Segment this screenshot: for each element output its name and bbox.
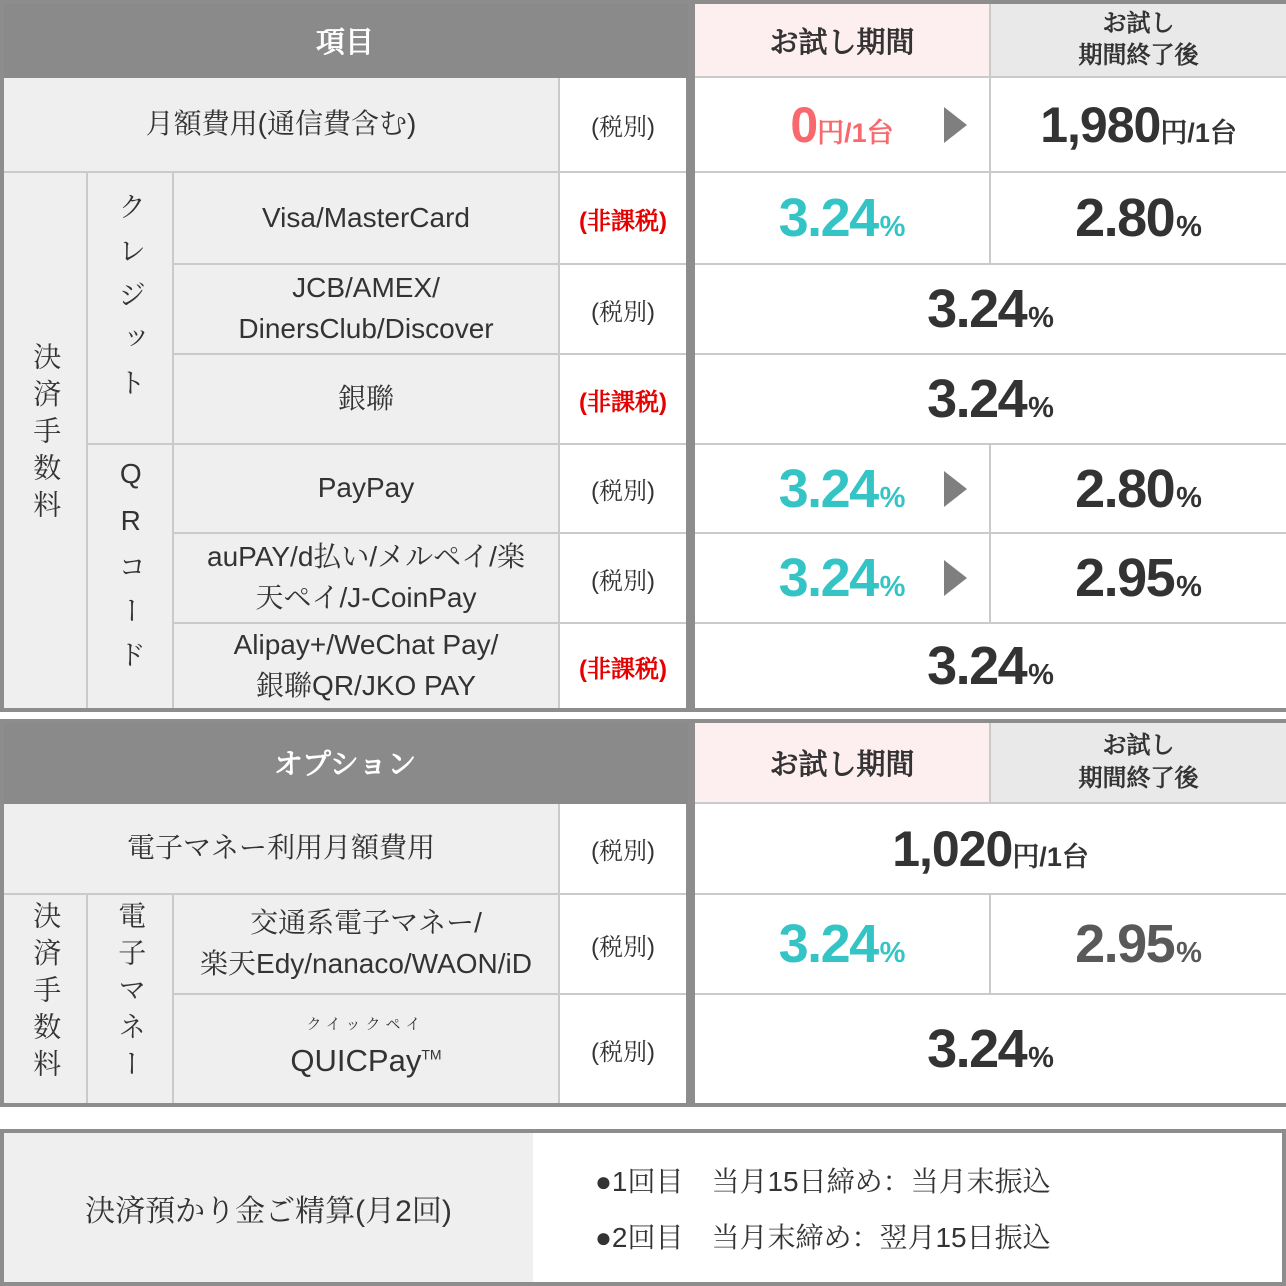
item-ginren: 銀聯 [173,354,559,444]
header-trial-period: お試し期間 [694,721,990,803]
header-options-column: オプション [2,721,687,803]
settlement-line-1: ●1回目 当月15日締め：当月末振込 [595,1165,1051,1197]
settlement-label: 決済預かり金ご精算(月2回) [4,1133,533,1282]
paypay-trial-rate: 3.24% [694,444,990,533]
item-alipay-group: Alipay+/WeChat Pay/ 銀聯QR/JKO PAY [173,623,559,710]
row-jcb-amex [2,264,1286,354]
settlement-section [0,1129,1286,1286]
header-after-trial: お試し 期間終了後 [990,2,1286,77]
column-divider [687,2,694,710]
item-paypay: PayPay [173,444,559,533]
transit-tax-note: (税別) [559,894,687,994]
header-item-column: 項目 [2,2,687,77]
row-emoney-monthly-fee [2,803,1286,894]
paypay-tax-note: (税別) [559,444,687,533]
monthly-fee-after-value: 1,980円/1台 [990,77,1286,172]
transition-arrow-icon [944,107,967,143]
visa-tax-note: (非課税) [559,172,687,264]
transit-trial-rate: 3.24% [694,894,990,994]
visa-after-rate: 2.80% [990,172,1286,264]
transit-after-rate: 2.95% [990,894,1286,994]
row-quicpay [2,994,1286,1105]
transition-arrow-icon [944,560,967,596]
fee-group-label: 決済手数料 [2,172,87,710]
jcb-tax-note: (税別) [559,264,687,354]
row-paypay [2,444,1286,533]
row-ginren [2,354,1286,444]
settlement-line-2: ●2回目 当月末締め：翌月15日振込 [595,1221,1051,1253]
item-transit-emoney: 交通系電子マネー/ 楽天Edy/nanaco/WAON/iD [173,894,559,994]
paypay-after-rate: 2.80% [990,444,1286,533]
transition-arrow-icon [944,471,967,507]
header-after-trial: お試し 期間終了後 [990,721,1286,803]
table-header-row [2,2,1286,77]
quicpay-tax-note: (税別) [559,994,687,1105]
pricing-table-options [0,719,1286,1107]
row-monthly-fee [2,77,1286,172]
options-header-row [2,721,1286,803]
alipay-tax-note: (非課税) [559,623,687,710]
row-transit-emoney [2,894,1286,994]
alipay-rate: 3.24% [694,623,1286,710]
column-divider [687,721,694,1105]
monthly-fee-tax-note: (税別) [559,77,687,172]
ginren-rate: 3.24% [694,354,1286,444]
aupay-after-rate: 2.95% [990,533,1286,623]
monthly-fee-label: 月額費用(通信費含む) [2,77,559,172]
header-trial-period: お試し期間 [694,2,990,77]
quicpay-rate: 3.24% [694,994,1286,1105]
monthly-fee-trial-value: 0円/1台 [694,77,990,172]
fee-group-label: 決済手数料 [2,894,87,1105]
item-visa-mastercard: Visa/MasterCard [173,172,559,264]
aupay-trial-rate: 3.24% [694,533,990,623]
emoney-monthly-value: 1,020円/1台 [694,803,1286,894]
emoney-group-label: 電子マネー [87,894,173,1105]
jcb-rate: 3.24% [694,264,1286,354]
settlement-details [533,1133,1282,1282]
row-aupay-group [2,533,1286,623]
item-quicpay [173,994,559,1105]
ginren-tax-note: (非課税) [559,354,687,444]
quicpay-name: QUICPay™ [290,1042,442,1078]
quicpay-furigana: クイックペイ [306,1016,426,1034]
emoney-monthly-tax-note: (税別) [559,803,687,894]
item-jcb-amex: JCB/AMEX/ DinersClub/Discover [173,264,559,354]
qr-group-label: QRコード [87,444,173,710]
visa-trial-rate: 3.24% [694,172,990,264]
item-aupay-group: auPAY/d払い/メルペイ/楽 天ペイ/J-CoinPay [173,533,559,623]
row-alipay-group [2,623,1286,710]
emoney-monthly-label: 電子マネー利用月額費用 [2,803,559,894]
credit-group-label: クレジット [87,172,173,444]
row-visa-mastercard [2,172,1286,264]
aupay-tax-note: (税別) [559,533,687,623]
